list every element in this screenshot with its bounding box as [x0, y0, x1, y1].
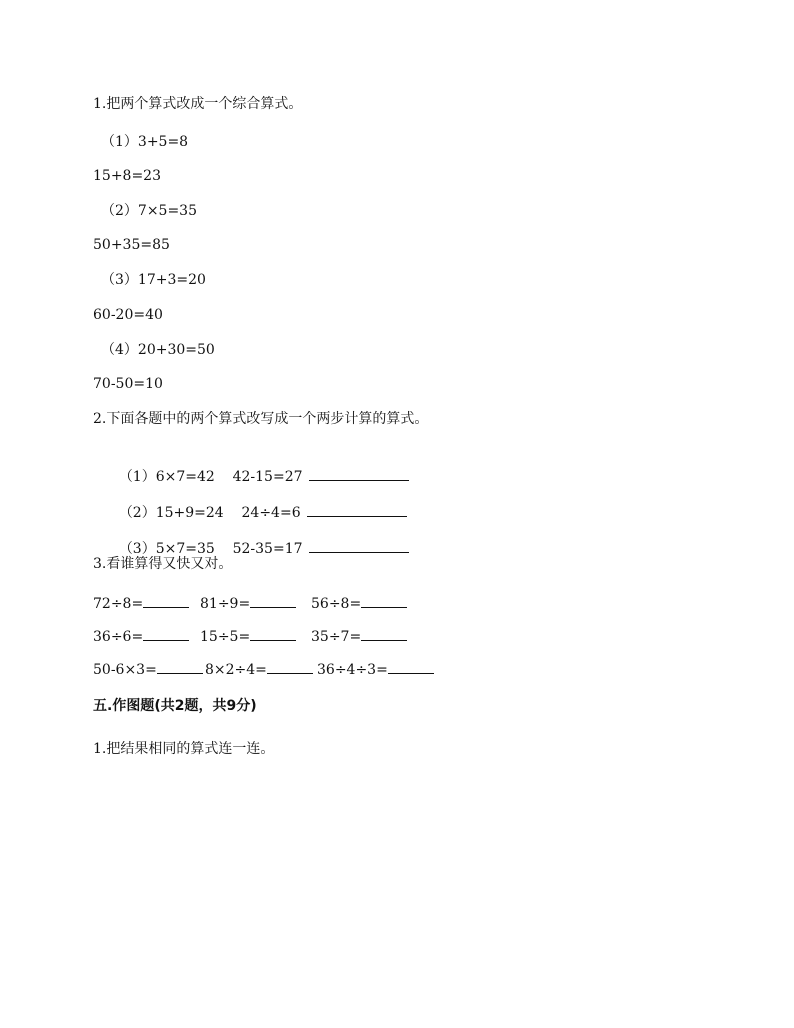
q3-expression: 35÷7=	[311, 629, 362, 645]
answer-blank[interactable]	[309, 466, 409, 481]
answer-blank[interactable]	[307, 502, 407, 517]
answer-blank[interactable]	[250, 626, 296, 641]
q3-cell	[317, 659, 434, 679]
q3-expression: 8×2÷4=	[205, 662, 267, 678]
q1-item-2-line2: 50+35=85	[93, 237, 170, 253]
q3-cell	[93, 593, 189, 613]
q3-cell	[93, 626, 189, 646]
q3-expression: 15÷5=	[200, 629, 251, 645]
q3-expression: 36÷4÷3=	[317, 662, 388, 678]
q3-cell	[311, 593, 407, 613]
q2-item-3-label: （3）5×7=35 52-35=17	[118, 541, 303, 557]
section-heading: 五.作图题(共2题，共9分)	[93, 698, 257, 714]
q1-item-1: （1）3+5=8	[101, 134, 189, 150]
q1-item-3: （3）17+3=20	[101, 272, 206, 288]
q2-item-2-label: （2）15+9=24 24÷4=6	[118, 505, 301, 521]
q3-cell	[205, 659, 313, 679]
q3-expression: 72÷8=	[93, 596, 144, 612]
answer-blank[interactable]	[361, 593, 407, 608]
q3-cell	[200, 593, 296, 613]
q3-cell	[200, 626, 296, 646]
answer-blank[interactable]	[143, 593, 189, 608]
q3-expression: 56÷8=	[311, 596, 362, 612]
answer-blank[interactable]	[157, 659, 203, 674]
answer-blank[interactable]	[309, 538, 409, 553]
q1-item-4-line2: 70-50=10	[93, 376, 163, 392]
q2-title: 2.下面各题中的两个算式改写成一个两步计算的算式。	[93, 411, 429, 427]
section5-q1-title: 1.把结果相同的算式连一连。	[93, 741, 275, 757]
q3-expression: 36÷6=	[93, 629, 144, 645]
answer-blank[interactable]	[361, 626, 407, 641]
q2-item-1-label: （1）6×7=42 42-15=27	[118, 469, 303, 485]
answer-blank[interactable]	[250, 593, 296, 608]
q1-item-1-line2: 15+8=23	[93, 168, 161, 184]
q1-title: 1.把两个算式改成一个综合算式。	[93, 96, 303, 112]
answer-blank[interactable]	[388, 659, 434, 674]
q3-cell	[93, 659, 203, 679]
q1-item-2: （2）7×5=35	[101, 203, 197, 219]
q3-expression: 50-6×3=	[93, 662, 157, 678]
q3-cell	[311, 626, 407, 646]
q1-item-4: （4）20+30=50	[101, 342, 215, 358]
answer-blank[interactable]	[267, 659, 313, 674]
answer-blank[interactable]	[143, 626, 189, 641]
q3-title: 3.看谁算得又快又对。	[93, 556, 233, 572]
q3-expression: 81÷9=	[200, 596, 251, 612]
q1-item-3-line2: 60-20=40	[93, 307, 163, 323]
